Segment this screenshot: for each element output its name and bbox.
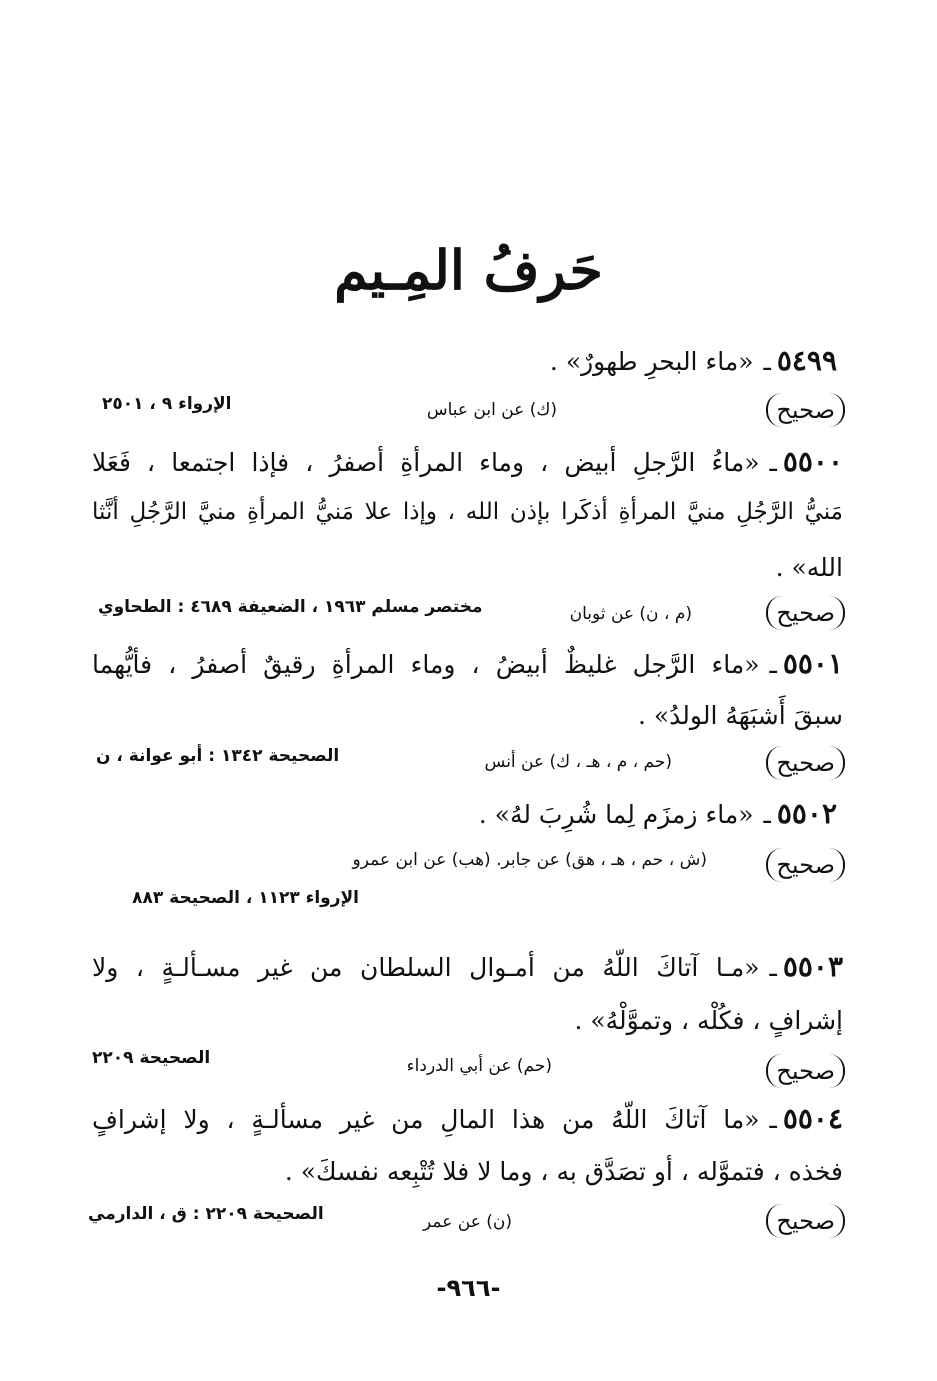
hadith-5504-line-2: فخذه ، فتموَّله ، أو تصَدَّق به ، وما لا فلا تُتْبِعه نفسكَ» .: [284, 1157, 843, 1186]
hadith-text: «مـا آتاكَ اللّهُ من أمـوال السلطان من غير مسـألـةٍ ، ولا: [92, 953, 760, 982]
hadith-text: «ما آتاكَ اللّهُ من هذا المالِ من غير مسألـةٍ ، ولا إشرافٍ: [92, 1105, 760, 1134]
hadith-sources: (حم ، م ، هـ ، ك) عن أنس: [484, 752, 672, 772]
hadith-text: «ماء الرَّجل غليظٌ أبيضُ ، وماء المرأةِ رقيقٌ أصفرُ ، فأيُّهما: [92, 650, 760, 679]
hadith-references: الإرواء ٩ ، ٢٥٠١: [102, 394, 232, 414]
hadith-5501-line-2: سبقَ أَشبَهَهُ الولدُ» .: [637, 701, 843, 730]
hadith-5500-line-1: ٥٥٠٠ـ«ماءُ الرَّجلِ أبيض ، وماء المرأةِ أصفرُ ، فإذا اجتمعا ، فَعَلا: [92, 445, 843, 478]
hadith-5501-line-1: ٥٥٠١ـ«ماء الرَّجل غليظٌ أبيضُ ، وماء المرأةِ رقيقٌ أصفرُ ، فأيُّهما: [92, 647, 843, 680]
hadith-5502-line-1: ٥٥٠٢ـ«ماء زمزَم لِما شُرِبَ لهُ» .: [478, 797, 837, 830]
grade-badge: صحيح: [766, 1054, 845, 1088]
hadith-number: ٥٥٠١: [782, 647, 843, 680]
page-number: -٩٦٦-: [436, 1274, 501, 1302]
grade-badge: صحيح: [766, 596, 845, 630]
hadith-text: «ماء البحرِ طهورٌ» .: [549, 347, 754, 376]
hadith-sources: (ك) عن ابن عباس: [426, 400, 557, 420]
hadith-sources: (ن) عن عمر: [423, 1212, 512, 1232]
hadith-references: الإرواء ١١٢٣ ، الصحيحة ٨٨٣: [132, 888, 359, 908]
hadith-5500-line-3: الله» .: [775, 553, 843, 582]
hadith-references: الصحيحة ٢٢٠٩: [92, 1048, 211, 1068]
grade-badge: صحيح: [766, 393, 845, 427]
hadith-references: الصحيحة ١٣٤٢ : أبو عوانة ، ن: [96, 746, 340, 766]
hadith-text: «ماء زمزَم لِما شُرِبَ لهُ» .: [478, 800, 754, 829]
hadith-5500-line-2: مَنيُّ الرَّجُلِ منيَّ المرأةِ أذكَرا بإذن الله ، وإذا علا مَنيُّ المرأةِ منيَّ الرَّجُلِ أنَّثا: [92, 499, 843, 525]
hadith-sources: (ش ، حم ، هـ ، هق) عن جابر. (هب) عن ابن عمرو: [352, 850, 707, 870]
hadith-sources: (م ، ن) عن ثوبان: [569, 604, 692, 624]
hadith-number: ٥٥٠٠: [782, 445, 843, 478]
hadith-text: «ماءُ الرَّجلِ أبيض ، وماء المرأةِ أصفرُ ، فإذا اجتمعا ، فَعَلا: [92, 448, 760, 477]
hadith-sources: (حم) عن أبي الدرداء: [406, 1056, 552, 1076]
chapter-title: حَرفُ المِـيم: [334, 238, 603, 302]
hadith-references: الصحيحة ٢٢٠٩ : ق ، الدارمي: [88, 1204, 324, 1224]
grade-badge: صحيح: [766, 848, 845, 882]
hadith-references: مختصر مسلم ١٩٦٣ ، الضعيفة ٤٦٨٩ : الطحاوي: [98, 597, 483, 617]
hadith-number: ٥٥٠٢: [776, 797, 837, 830]
grade-badge: صحيح: [766, 1204, 845, 1238]
hadith-5503-line-1: ٥٥٠٣ـ«مـا آتاكَ اللّهُ من أمـوال السلطان من غير مسـألـةٍ ، ولا: [92, 950, 843, 983]
hadith-5503-line-2: إشرافٍ ، فكُلْه ، وتموَّلْهُ» .: [574, 1006, 843, 1035]
hadith-number: ٥٤٩٩: [776, 344, 837, 377]
hadith-number: ٥٥٠٣: [782, 950, 843, 983]
hadith-number: ٥٥٠٤: [782, 1102, 843, 1135]
hadith-5499-line-1: ٥٤٩٩ـ«ماء البحرِ طهورٌ» .: [549, 344, 837, 377]
grade-badge: صحيح: [766, 746, 845, 780]
hadith-5504-line-1: ٥٥٠٤ـ«ما آتاكَ اللّهُ من هذا المالِ من غير مسألـةٍ ، ولا إشرافٍ: [92, 1102, 843, 1135]
